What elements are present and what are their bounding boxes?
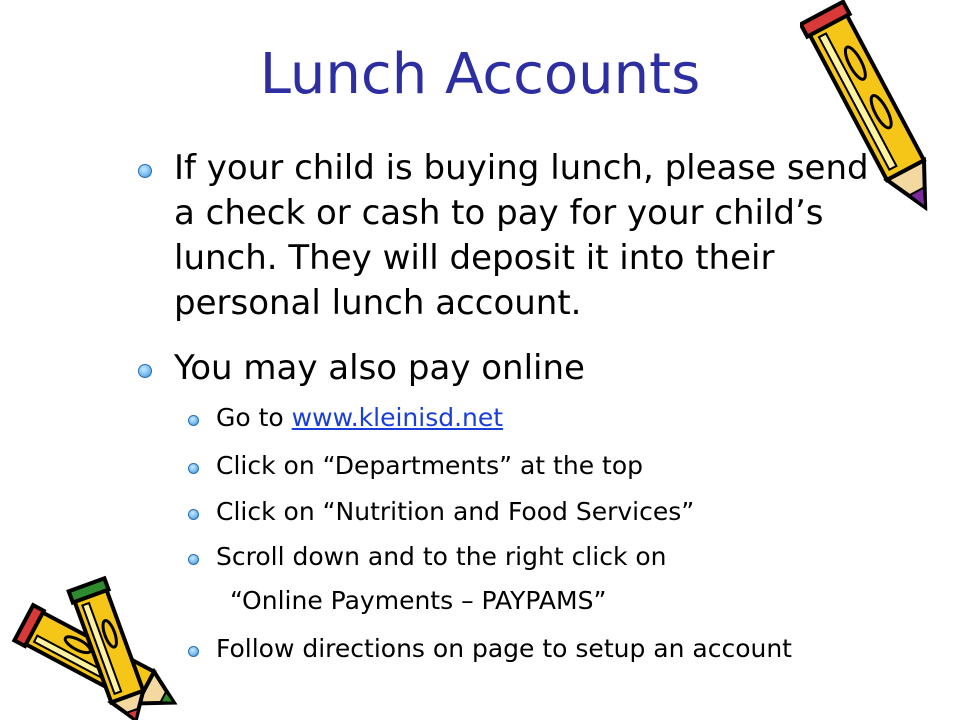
sub-bullet-continuation: “Online Payments – PAYPAMS” [230, 586, 607, 615]
bullet-text: If your child is buying lunch, please send a check or cash to pay for your child’s lunch. They will deposit it into their personal lunch account. [174, 148, 869, 323]
kleinisd-link[interactable]: www.kleinisd.net [291, 403, 504, 432]
bullet-dot-icon [138, 364, 152, 378]
bullet-text: You may also pay online [174, 348, 585, 388]
sub-bullet-dot-icon [188, 415, 199, 426]
sub-bullet-text: Click on “Departments” at the top [216, 451, 644, 480]
sub-bullet-text: Scroll down and to the right click on [216, 542, 667, 571]
sub-bullet-dot-icon [188, 509, 199, 520]
sub-bullet-dot-icon [188, 463, 199, 474]
slide-title: Lunch Accounts [259, 42, 701, 107]
sub-bullet-dot-icon [188, 646, 199, 657]
sub-bullet-dot-icon [188, 554, 199, 565]
go-to-prefix: Go to [216, 403, 292, 432]
sub-bullet-text [216, 402, 503, 434]
bullet-dot-icon [138, 164, 152, 178]
sub-bullet-text: Follow directions on page to setup an account [216, 634, 792, 663]
pencils-clipart-bottom-left [0, 575, 190, 720]
sub-bullet-text: Click on “Nutrition and Food Services” [216, 497, 695, 526]
